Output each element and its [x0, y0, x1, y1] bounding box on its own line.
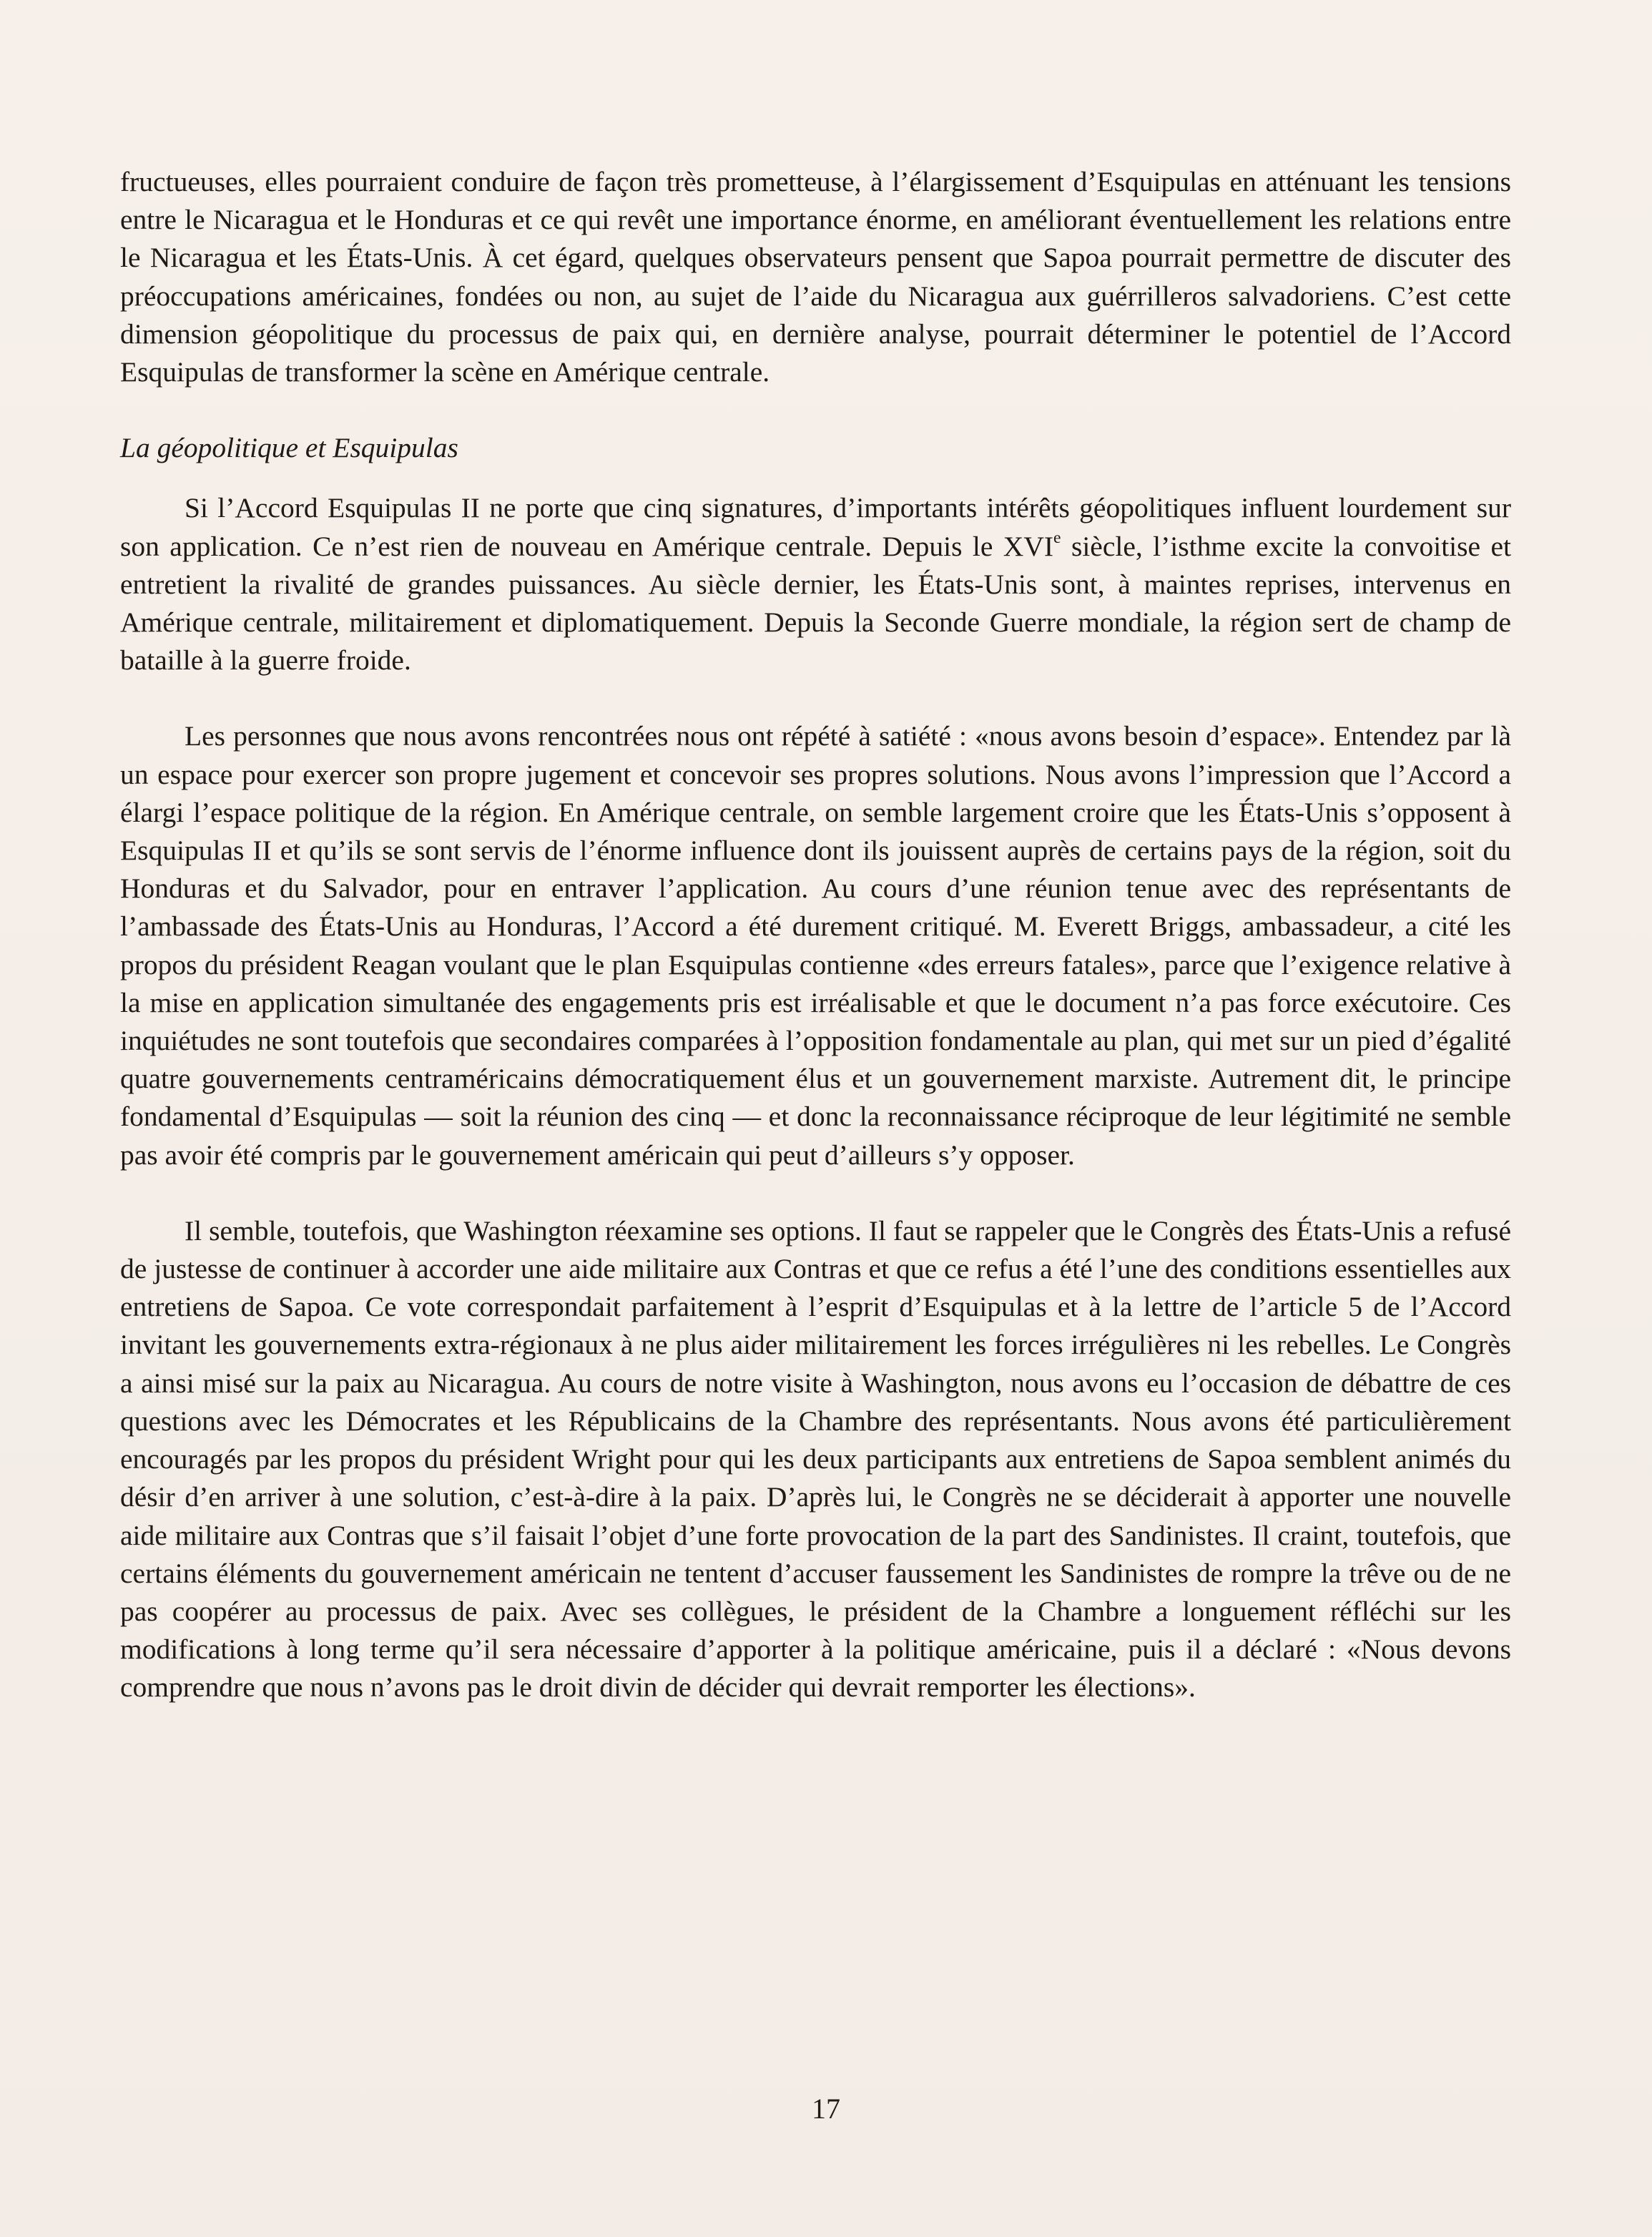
paragraph-geopolitics-part1: Si l’Accord Esquipulas II ne porte que cinq signatures, d’importants intérêts géopolitiques influent lourdement sur son application. Ce n’est rien de nouveau en Amérique centrale. Depuis le XVI — [120, 492, 1511, 562]
document-body — [120, 163, 1511, 1707]
century-superscript: e — [1053, 528, 1061, 547]
paragraph-washington: Il semble, toutefois, que Washington réexamine ses options. Il faut se rappeler que le Congrès des États-Unis a refusé de justesse de continuer à accorder une aide militaire aux Contras et que ce refus a été l’une des conditions essentielles aux entretiens de Sapoa. Ce vote correspondait parfaitement à l’esprit d’Esquipulas et à la lettre de l’article 5 de l’Accord invitant les gouvernements extra-régionaux à ne plus aider militairement les forces irrégulières ni les rebelles. Le Congrès a ainsi misé sur la paix au Nicaragua. Au cours de notre visite à Washington, nous avons eu l’occasion de débattre de ces questions avec les Démocrates et les Républicains de la Chambre des représentants. Nous avons été particulièrement encouragés par les propos du président Wright pour qui les deux participants aux entretiens de Sapoa semblent animés du désir d’en arriver à une solution, c’est-à-dire à la paix. D’après lui, le Congrès ne se déciderait à apporter une nouvelle aide militaire aux Contras que s’il faisait l’objet d’une forte provocation de la part des Sandinistes. Il craint, toutefois, que certains éléments du gouvernement américain ne tentent d’accuser faussement les Sandinistes de rompre la trêve ou de ne pas coopérer au processus de paix. Avec ses collègues, le président de la Chambre a longuement réfléchi sur les modifications à long terme qu’il sera nécessaire d’apporter à la politique américaine, puis il a déclaré : «Nous devons comprendre que nous n’avons pas le droit divin de décider qui devrait remporter les élections». — [120, 1214, 1511, 1703]
page-number: 17 — [812, 2093, 840, 2125]
paragraph-geopolitics — [120, 489, 1511, 679]
section-heading: La géopolitique et Esquipulas — [120, 432, 458, 464]
paragraph-continuation: fructueuses, elles pourraient conduire de façon très prometteuse, à l’élargissement d’Esquipulas en atténuant les tensions entre le Nicaragua et le Honduras et ce qui revêt une importance énorme, en améliorant éventuellement les relations entre le Nicaragua et les États-Unis. À cet égard, quelques observateurs pensent que Sapoa pourrait permettre de discuter des préoccupations américaines, fondées ou non, au sujet de l’aide du Nicaragua aux guérrilleros salvadoriens. C’est cette dimension géopolitique du processus de paix qui, en dernière analyse, pourrait déterminer le potentiel de l’Accord Esquipulas de transformer la scène en Amérique centrale. — [120, 166, 1511, 388]
paragraph-geopolitics-part2: siècle, l’isthme excite la convoitise et entretient la rivalité de grandes puissances. Au siècle dernier, les États-Unis sont, à maintes reprises, intervenus en Amérique centrale, militairement et diplomatiquement. Depuis la Seconde Guerre mondiale, la région sert de champ de bataille à la guerre froide. — [120, 530, 1511, 677]
paragraph-space: Les personnes que nous avons rencontrées nous ont répété à satiété : «nous avons besoin d’espace». Entendez par là un espace pour exercer son propre jugement et concevoir ses propres solutions. Nous avons l’impression que l’Accord a élargi l’espace politique de la région. En Amérique centrale, on semble largement croire que les États-Unis s’opposent à Esquipulas II et qu’ils se sont servis de l’énorme influence dont ils jouissent auprès de certains pays de la région, soit du Honduras et du Salvador, pour en entraver l’application. Au cours d’une réunion tenue avec des représentants de l’ambassade des États-Unis au Honduras, l’Accord a été durement critiqué. M. Everett Briggs, ambassadeur, a cité les propos du président Reagan voulant que le plan Esquipulas contienne «des erreurs fatales», parce que l’exigence relative à la mise en application simultanée des engagements pris est irréalisable et que le document n’a pas force exécutoire. Ces inquiétudes ne sont toutefois que secondaires comparées à l’opposition fondamentale au plan, qui met sur un pied d’égalité quatre gouvernements centraméricains démocratiquement élus et un gouvernement marxiste. Autrement dit, le principe fondamental d’Esquipulas — soit la réunion des cinq — et donc la reconnaissance réciproque de leur légitimité ne semble pas avoir été compris par le gouvernement américain qui peut d’ailleurs s’y opposer. — [120, 720, 1511, 1171]
